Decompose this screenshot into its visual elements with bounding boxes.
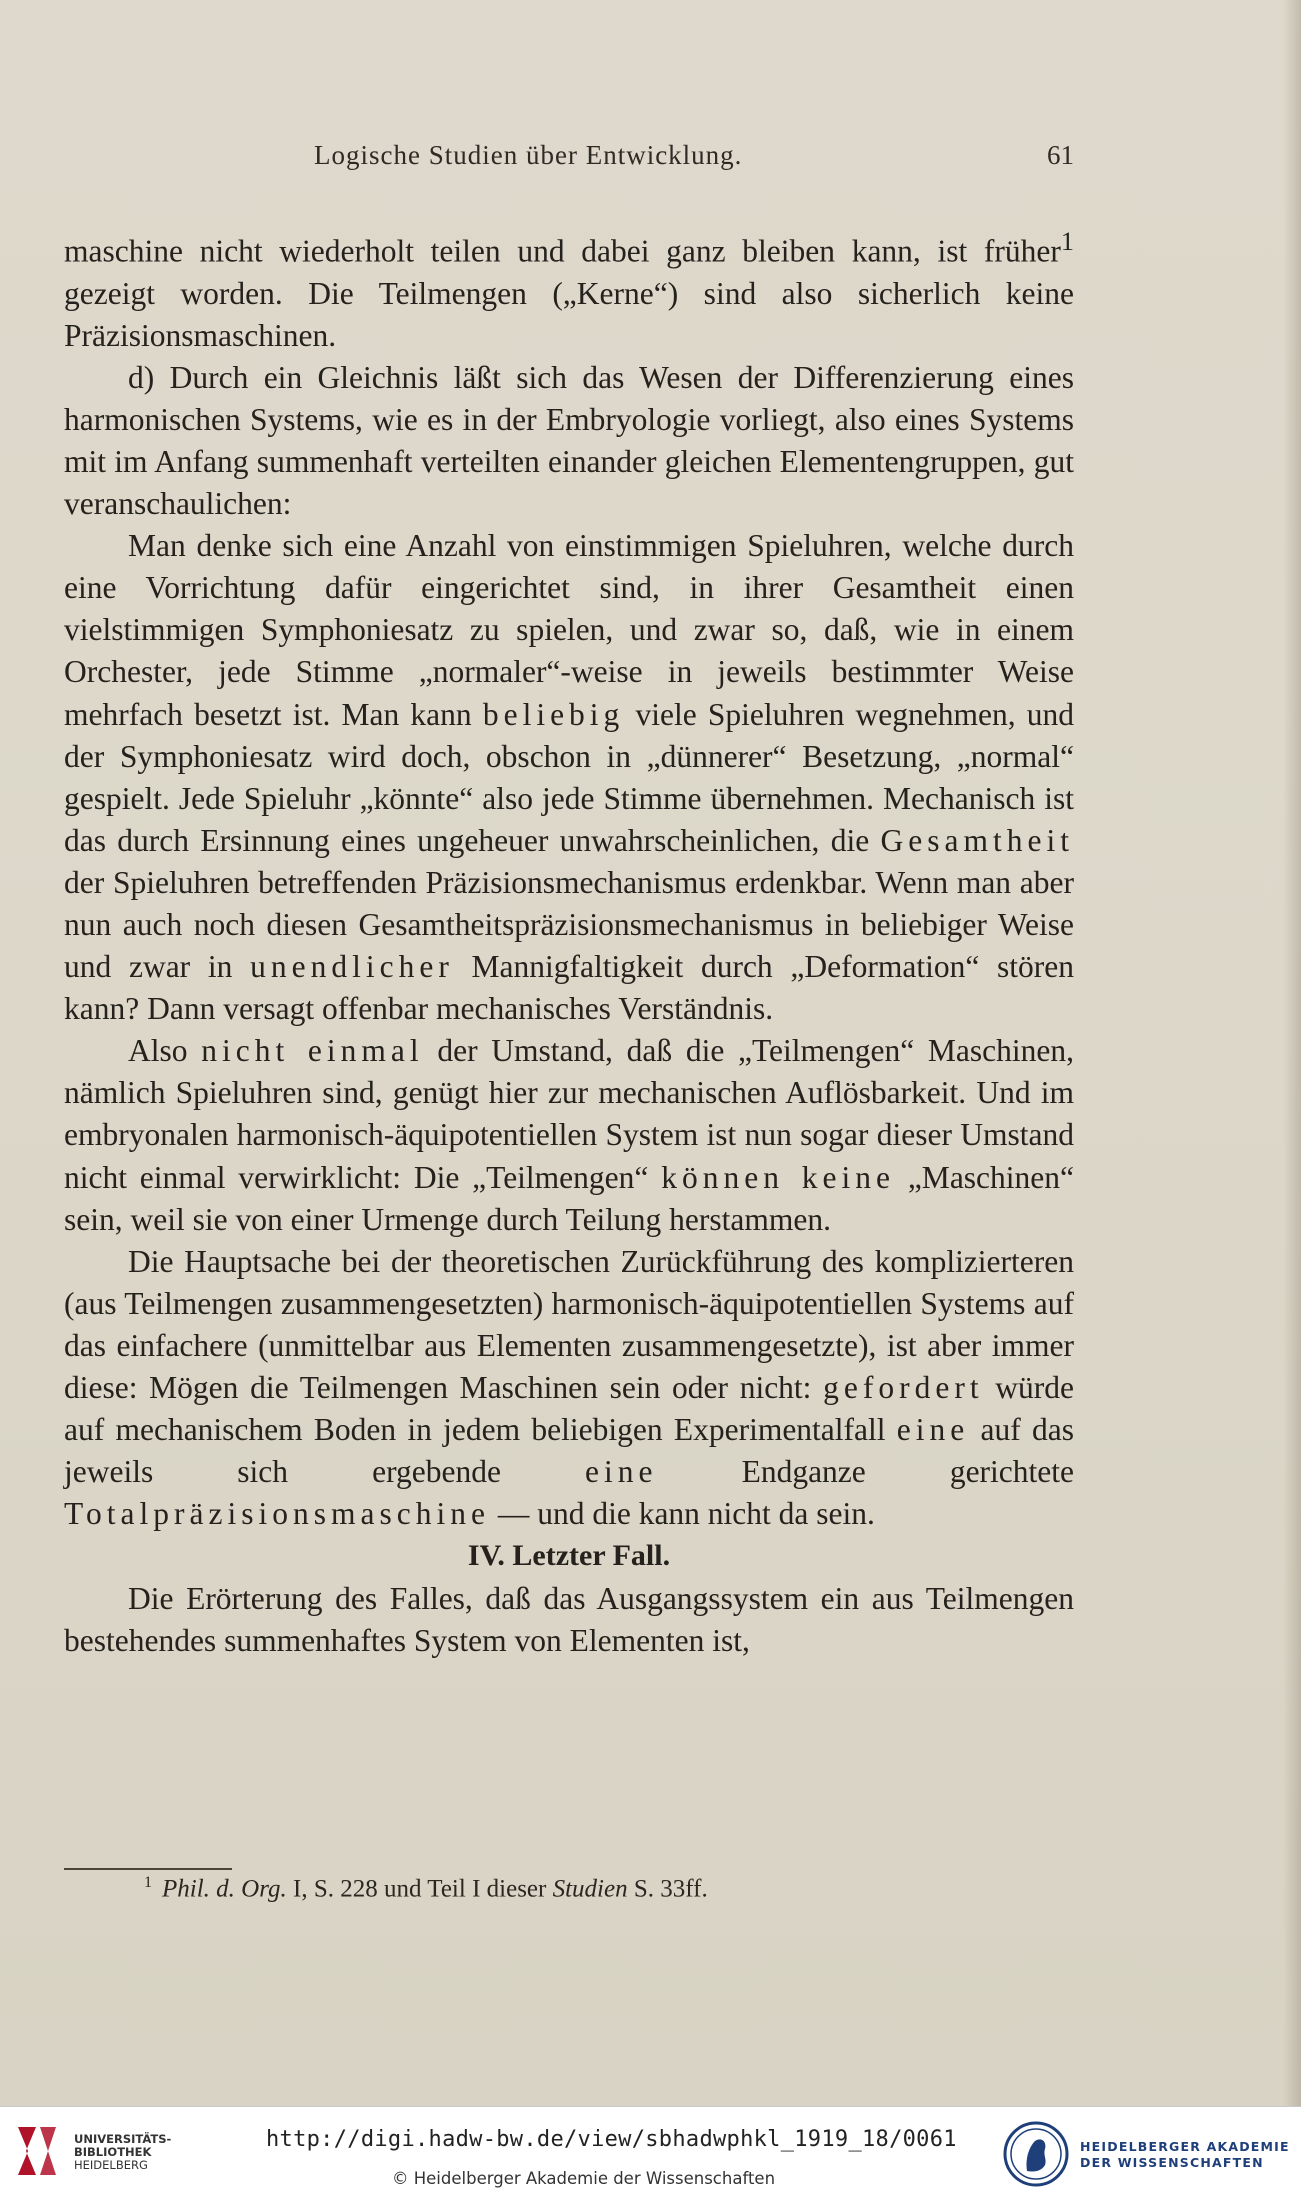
paragraph-1-text-continued: gezeigt worden. Die Teilmengen („Kerne“) sind also sicherlich keine Präzisionsmaschinen. bbox=[64, 275, 1074, 353]
paragraph-3-text-d: Mannigfaltigkeit durch „Deformation“ stören kann? Dann versagt offenbar mechanisches Verständnis. bbox=[64, 949, 1075, 1027]
spaced-emphasis: gefordert bbox=[823, 1370, 984, 1406]
paragraph-3-text-a: Man denke sich eine Anzahl von einstimmigen Spieluhren, welche durch eine Vorrichtung dafür eingerichtet sind, in ihrer Gesamtheit einen vielstimmigen Symphoniesatz zu spielen, und zwar so, daß, wie in einem Orchester, jede Stimme „normaler“-weise in jeweils bestimmter Weise mehrfach besetzt ist. Man kann bbox=[64, 528, 1074, 732]
footer-bar bbox=[0, 2106, 1301, 2201]
paragraph-3 bbox=[64, 525, 1074, 1030]
paragraph-5-text-c: auf das jeweils sich ergebende bbox=[64, 1412, 1074, 1490]
page-number: 61 bbox=[1047, 140, 1074, 170]
footnote-text-end: S. 33ff. bbox=[627, 1875, 708, 1903]
paragraph-4-text-c: „Maschinen“ sein, weil sie von einer Urmenge durch Teilung herstammen. bbox=[64, 1159, 1074, 1237]
paragraph-5-text-e: — und die kann nicht da sein. bbox=[489, 1496, 875, 1532]
spaced-emphasis: beliebig bbox=[482, 696, 625, 732]
spaced-emphasis: unendlicher bbox=[250, 949, 454, 985]
running-title: Logische Studien über Entwicklung. bbox=[314, 140, 743, 170]
paragraph-3-text-c: der Spieluhren betreffenden Präzisionsmechanismus erdenkbar. Wenn man aber nun auch noch diesen Gesamtheitspräzisionsmechanismus in beliebiger Weise und zwar in bbox=[64, 864, 1074, 985]
paragraph-3-text-b: viele Spieluhren wegnehmen, und der Symphoniesatz wird doch, obschon in „dünnerer“ Besetzung, „normal“ gespielt. Jede Spieluhr „könnte“ also jede Stimme übernehmen. Mechanisch ist das durch Ersinnung eines ungeheuer unwahrscheinlichen, die bbox=[64, 696, 1074, 858]
section-heading: IV. Letzter Fall. bbox=[467, 1539, 671, 1573]
spaced-emphasis: Gesamtheit bbox=[880, 822, 1074, 858]
ub-line-1: UNIVERSITÄTS- bbox=[74, 2132, 172, 2146]
footnote-mark: 1 bbox=[144, 1874, 152, 1891]
spaced-emphasis: eine bbox=[896, 1412, 970, 1448]
spaced-emphasis: eine bbox=[585, 1454, 658, 1490]
academy-seal-icon bbox=[1003, 2119, 1069, 2189]
hadw-line-2: DER WISSENSCHAFTEN bbox=[1080, 2155, 1264, 2170]
paragraph-5-text-d: Endganze gerichtete bbox=[657, 1454, 1074, 1490]
university-library-name bbox=[74, 2133, 171, 2172]
paragraph-5-text-a: Die Hauptsache bei der theoretischen Zurückführung des komplizierteren (aus Teilmengen zusammengesetzten) harmonisch-äquipotentiellen Systems auf das einfachere (unmittelbar aus Elementen zusammengesetzte), ist aber immer diese: Mögen die Teilmengen Maschinen sein oder nicht: bbox=[64, 1243, 1074, 1406]
academy-name bbox=[1080, 2139, 1290, 2171]
paragraph-6: Die Erörterung des Falles, daß das Ausgangssystem ein aus Teilmengen bestehendes summenhaftes System von Elementen ist, bbox=[64, 1580, 1074, 1658]
footnote-text: I, S. 228 und Teil I dieser bbox=[286, 1875, 553, 1903]
ub-line-2: BIBLIOTHEK bbox=[74, 2145, 152, 2159]
university-library-logo-icon bbox=[12, 2121, 62, 2181]
footnote-studien-italic: Studien bbox=[552, 1875, 628, 1903]
footnote bbox=[144, 1874, 708, 1903]
running-head bbox=[64, 140, 1074, 180]
permalink-url[interactable]: http://digi.hadw-bw.de/view/sbhadwphkl_1919_18/0061 bbox=[266, 2127, 957, 2152]
spaced-emphasis: nicht einmal bbox=[201, 1033, 424, 1069]
footnote-title-italic: Phil. d. Org. bbox=[162, 1875, 287, 1903]
body-text bbox=[64, 221, 1074, 1662]
paragraph-4-text-a: Also bbox=[128, 1033, 202, 1069]
paragraph-4 bbox=[64, 1030, 1074, 1240]
paragraph-2: d) Durch ein Gleichnis läßt sich das Wesen der Differenzierung eines harmonischen Systems, wie es in der Embryologie vorliegt, also eines Systems mit im Anfang summenhaft verteilten einander gleichen Elementengruppen, gut veranschaulichen: bbox=[64, 359, 1074, 522]
paragraph-5-text-b: würde auf mechanischem Boden in jedem beliebigen Experimentalfall bbox=[64, 1370, 1074, 1448]
paragraph-4-text-b: der Umstand, daß die „Teilmengen“ Maschinen, nämlich Spieluhren sind, genügt hier zur mechanischen Auflösbarkeit. Und im embryonalen harmonisch-äquipotentiellen System ist nun sogar dieser Umstand nicht einmal verwirklicht: Die „Teilmengen“ bbox=[64, 1033, 1075, 1195]
paragraph-1-text: maschine nicht wiederholt teilen und dabei ganz bleiben kann, ist früher bbox=[64, 233, 1061, 269]
ub-line-3: HEIDELBERG bbox=[74, 2158, 148, 2172]
paragraph-1 bbox=[64, 221, 1074, 357]
hadw-line-1: HEIDELBERGER AKADEMIE bbox=[1080, 2139, 1290, 2154]
spaced-emphasis: Totalpräzisionsmaschine bbox=[64, 1496, 490, 1532]
footnote-reference: 1 bbox=[1060, 227, 1074, 256]
copyright-notice: © Heidelberger Akademie der Wissenschaften bbox=[392, 2169, 776, 2188]
footnote-rule bbox=[64, 1868, 232, 1870]
spaced-emphasis: können keine bbox=[661, 1159, 895, 1195]
paragraph-5 bbox=[64, 1241, 1074, 1536]
